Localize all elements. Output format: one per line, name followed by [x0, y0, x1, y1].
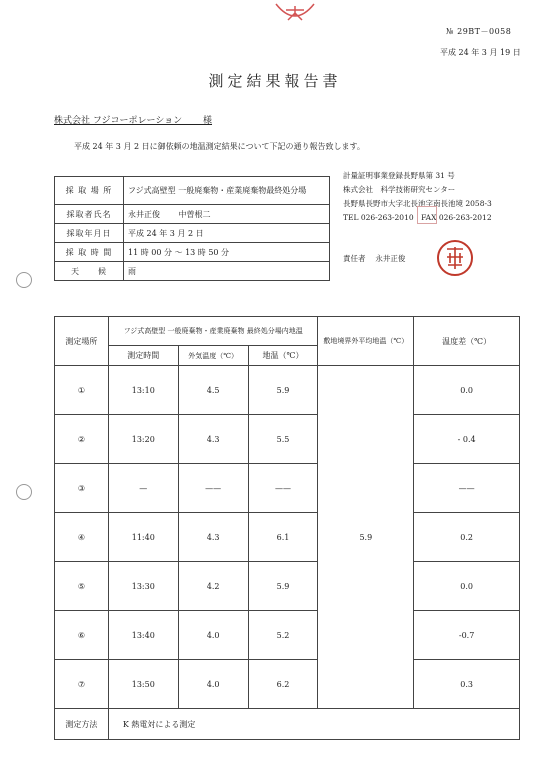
- cell-air-temp: 4.5: [178, 366, 248, 415]
- info-value: 平成 24 年 3 月 2 日: [124, 224, 330, 243]
- cell-diff: 0.2: [414, 513, 520, 562]
- cell-ground-temp: 5.5: [248, 415, 318, 464]
- document-number: № 29BT－0058: [446, 27, 512, 36]
- info-row: [55, 262, 330, 281]
- info-row: [55, 205, 330, 224]
- cell-diff: 0.0: [414, 366, 520, 415]
- header-diff: 温度差（℃）: [414, 317, 520, 366]
- cell-ground-temp: 5.2: [248, 611, 318, 660]
- responsible-person: [343, 253, 405, 264]
- info-row: [55, 243, 330, 262]
- measurement-table: [54, 316, 520, 740]
- binder-hole: [16, 272, 32, 288]
- cell-air-temp: ——: [178, 464, 248, 513]
- cell-time: 13:10: [108, 366, 178, 415]
- company-stamp: [417, 206, 437, 224]
- personal-seal-icon: [436, 239, 474, 277]
- cell-site: ④: [55, 513, 109, 562]
- method-row: [55, 709, 520, 740]
- table-row: [55, 611, 520, 660]
- cell-time: 13:30: [108, 562, 178, 611]
- cell-time: —: [108, 464, 178, 513]
- table-row: [55, 562, 520, 611]
- intro-text: 平成 24 年 3 月 2 日に御依頼の地温測定結果について下記の通り報告致します。: [74, 142, 365, 151]
- cell-time: 13:20: [108, 415, 178, 464]
- table-header-row: [55, 317, 520, 346]
- info-label: 採 取 場 所: [55, 177, 124, 205]
- responsible-label: 責任者: [343, 254, 366, 263]
- cell-ground-temp: 5.9: [248, 366, 318, 415]
- info-value: 雨: [124, 262, 330, 281]
- table-row: [55, 660, 520, 709]
- method-value: K 熱電対による測定: [108, 709, 519, 740]
- cell-diff: 0.3: [414, 660, 520, 709]
- header-group: フジ式高壁型 一般廃棄物・産業廃棄物 最終処分場内地温: [108, 317, 318, 346]
- info-row: [55, 224, 330, 243]
- cell-ground-temp: 6.2: [248, 660, 318, 709]
- sampling-info-table: [54, 176, 330, 281]
- cell-site: ⑦: [55, 660, 109, 709]
- cell-air-temp: 4.0: [178, 611, 248, 660]
- cell-site: ②: [55, 415, 109, 464]
- header-outside-avg: 敷地境界外平均地温（℃）: [318, 317, 414, 366]
- responsible-name: 永井正俊: [375, 254, 406, 263]
- binder-hole: [16, 484, 32, 500]
- cell-air-temp: 4.0: [178, 660, 248, 709]
- cell-diff: ——: [414, 464, 520, 513]
- info-row: [55, 177, 330, 205]
- cell-time: 11:40: [108, 513, 178, 562]
- cell-ground-temp: 5.9: [248, 562, 318, 611]
- info-label: 天 候: [55, 262, 124, 281]
- table-row: [55, 464, 520, 513]
- cell-site: ③: [55, 464, 109, 513]
- table-row: [55, 415, 520, 464]
- cell-time: 13:40: [108, 611, 178, 660]
- company-name: 株式会社 科学技術研究センター: [343, 185, 456, 194]
- method-label: 測定方法: [55, 709, 109, 740]
- page-title: 測定結果報告書: [208, 72, 342, 90]
- registration-line: 計量証明事業登録長野県第 31 号: [343, 171, 455, 180]
- cell-site: ①: [55, 366, 109, 415]
- info-label: 採取年月日: [55, 224, 124, 243]
- company-phone: TEL 026-263-2010 FAX 026-263-2012: [343, 213, 492, 222]
- cell-site: ⑥: [55, 611, 109, 660]
- cell-time: 13:50: [108, 660, 178, 709]
- cell-diff: 0.0: [414, 562, 520, 611]
- cell-ground-temp: ——: [248, 464, 318, 513]
- info-value: 永井正俊 中曽根二: [124, 205, 330, 224]
- table-row: [55, 366, 520, 415]
- addressee: 株式会社 フジコーポレーション 様: [54, 116, 213, 126]
- cell-ground-temp: 6.1: [248, 513, 318, 562]
- header-time: 測定時間: [108, 346, 178, 366]
- cell-air-temp: 4.3: [178, 513, 248, 562]
- header-ground-temp: 地温（℃）: [248, 346, 318, 366]
- info-label: 採 取 時 間: [55, 243, 124, 262]
- header-site: 測定場所: [55, 317, 109, 366]
- cell-outside-avg: 5.9: [318, 366, 414, 709]
- info-value: フジ式高壁型 一般廃棄物・産業廃棄物最終処分場: [124, 177, 330, 205]
- report-date: 平成 24 年 3 月 19 日: [440, 48, 521, 57]
- cell-air-temp: 4.3: [178, 415, 248, 464]
- company-address: 長野県長野市大字北長池字南長池境 2058-3: [343, 199, 492, 208]
- info-label: 採取者氏名: [55, 205, 124, 224]
- cell-diff: -0.7: [414, 611, 520, 660]
- cell-site: ⑤: [55, 562, 109, 611]
- header-air-temp: 外気温度（℃）: [178, 346, 248, 366]
- info-value: 11 時 00 分 〜 13 時 50 分: [124, 243, 330, 262]
- cell-air-temp: 4.2: [178, 562, 248, 611]
- top-seal-icon: [274, 2, 316, 26]
- table-row: [55, 513, 520, 562]
- cell-diff: - 0.4: [414, 415, 520, 464]
